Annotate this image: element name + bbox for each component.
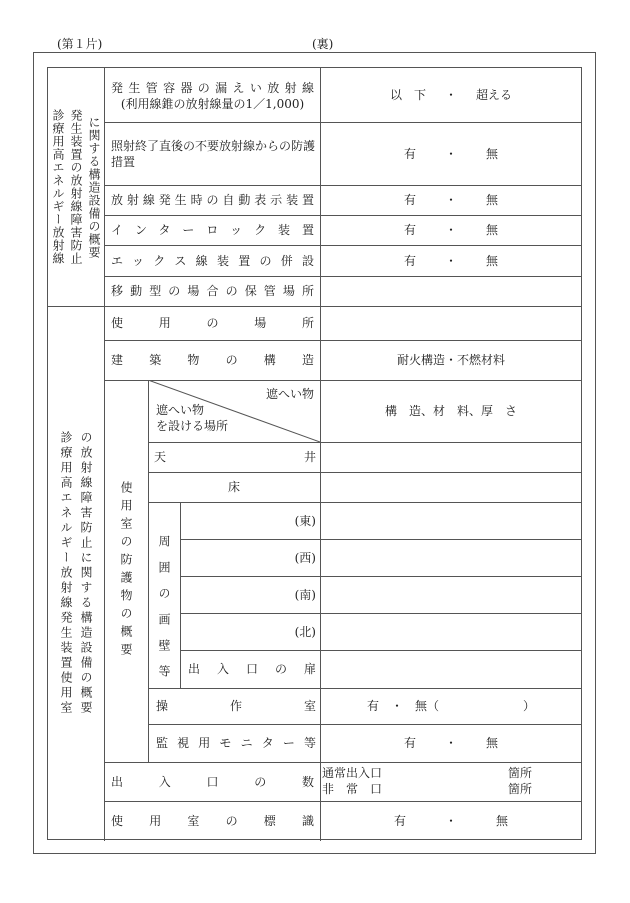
option-yes[interactable]: 有 xyxy=(393,814,406,828)
option-yes[interactable]: 有 xyxy=(403,193,416,207)
option-yes[interactable]: 有 xyxy=(403,736,416,750)
xray-coexist-label: エックス線装置の併設 xyxy=(111,253,314,268)
leakage-options xyxy=(320,68,582,122)
option-exceed[interactable]: 超える xyxy=(476,88,513,102)
section2-title-line1: 診療用高エネルギー放射線発生装置使用室 xyxy=(59,431,73,716)
option-separator: ・ xyxy=(444,736,457,750)
leakage-sublabel: (利用線錐の放射線量の1／1,000) xyxy=(120,97,305,111)
auto-display-label: 放射線発生時の自動表示装置 xyxy=(111,193,314,207)
control-room-value[interactable]: 有 ・ 無（ ） xyxy=(366,699,535,713)
room-sign-label: 使用室の標識 xyxy=(111,814,314,828)
option-separator: ・ xyxy=(444,223,457,237)
section1-title-line2: 発生装置の放射線障害防止 xyxy=(69,109,83,265)
option-yes[interactable]: 有 xyxy=(403,223,416,237)
interlock-options xyxy=(320,215,582,245)
wall-east-value[interactable] xyxy=(320,502,582,539)
option-separator: ・ xyxy=(444,193,457,207)
option-yes[interactable]: 有 xyxy=(403,146,416,161)
option-yes[interactable]: 有 xyxy=(403,253,416,268)
sheet-label: (第１片) xyxy=(57,37,103,51)
entrance-count-value xyxy=(320,762,582,801)
side-label: (裏) xyxy=(312,37,334,51)
floor-label: 床 xyxy=(227,480,240,494)
wall-west-label: (西) xyxy=(294,550,316,565)
leakage-label-cell xyxy=(111,72,314,120)
wall-south-label: (南) xyxy=(294,587,316,602)
room-protection-label: 使用室の防護物の概要 xyxy=(119,481,133,661)
mobile-storage-value[interactable] xyxy=(320,276,582,306)
building-structure-value: 耐火構造・不燃材料 xyxy=(396,353,505,367)
door-label: 出入口の扉 xyxy=(188,662,316,676)
option-separator: ・ xyxy=(444,146,457,161)
xray-coexist-options xyxy=(320,245,582,276)
entrance-normal-unit: 箇所 xyxy=(508,766,533,780)
wall-north-label: (北) xyxy=(294,624,316,639)
section1-title-line3: に関する構造設備の概要 xyxy=(87,115,101,259)
option-separator: ・ xyxy=(444,253,457,268)
option-no[interactable]: 無 xyxy=(486,253,499,268)
building-structure-label: 建築物の構造 xyxy=(111,353,314,367)
entrance-emergency-label: 非 常 口 xyxy=(322,782,383,796)
diag-top-label: 遮へい物 xyxy=(265,387,314,401)
monitor-options xyxy=(320,724,582,762)
diag-bottom-label-2: を設ける場所 xyxy=(156,419,229,433)
wall-south-value[interactable] xyxy=(320,576,582,613)
option-no[interactable]: 無 xyxy=(486,223,499,237)
wall-north-value[interactable] xyxy=(320,613,582,650)
diag-bottom-label-1: 遮へい物 xyxy=(156,403,205,417)
usage-place-label: 使用の場所 xyxy=(111,316,314,330)
post-irradiation-label: 照射終了直後の不要放射線からの防護措置 xyxy=(111,138,316,169)
option-separator: ・ xyxy=(444,88,457,102)
option-no[interactable]: 無 xyxy=(486,146,499,161)
interlock-label: インターロック装置 xyxy=(111,223,314,237)
option-no[interactable]: 無 xyxy=(486,736,499,750)
section1-title-line1: 診療用高エネルギー放射線 xyxy=(51,109,65,265)
wall-east-label: (東) xyxy=(294,513,316,528)
option-separator: ・ xyxy=(444,814,457,828)
option-no[interactable]: 無 xyxy=(496,814,509,828)
monitor-label: 監視用モニター等 xyxy=(156,736,316,750)
control-room-label: 操作室 xyxy=(156,699,316,713)
leakage-label: 発生管容器の漏えい放射線 xyxy=(111,81,314,95)
option-no[interactable]: 無 xyxy=(486,193,499,207)
post-irradiation-options xyxy=(320,122,582,185)
wall-label: 周囲の画壁等 xyxy=(157,535,171,691)
floor-value[interactable] xyxy=(320,472,582,502)
wall-west-value[interactable] xyxy=(320,539,582,576)
entrance-normal-label: 通常出入口 xyxy=(322,766,383,780)
ceiling-value[interactable] xyxy=(320,442,582,472)
form-frame xyxy=(33,52,596,854)
entrance-count-label: 出入口の数 xyxy=(111,774,314,789)
ceiling-label: 天 井 xyxy=(154,450,316,464)
section2-title-line2: の放射線障害防止に関する構造設備の概要 xyxy=(79,431,93,716)
form-table xyxy=(47,67,582,840)
structure-material-header: 構 造、材 料、厚 さ xyxy=(384,404,517,418)
door-value[interactable] xyxy=(320,650,582,688)
option-below[interactable]: 以 下 xyxy=(389,88,426,102)
diagonal-header xyxy=(148,380,320,442)
auto-display-options xyxy=(320,185,582,215)
room-sign-options xyxy=(320,801,582,841)
section1-title xyxy=(48,68,104,306)
mobile-storage-label: 移動型の場合の保管場所 xyxy=(111,284,314,298)
usage-place-value[interactable] xyxy=(320,306,582,340)
section2-title xyxy=(48,306,104,841)
entrance-emergency-unit: 箇所 xyxy=(508,782,533,796)
